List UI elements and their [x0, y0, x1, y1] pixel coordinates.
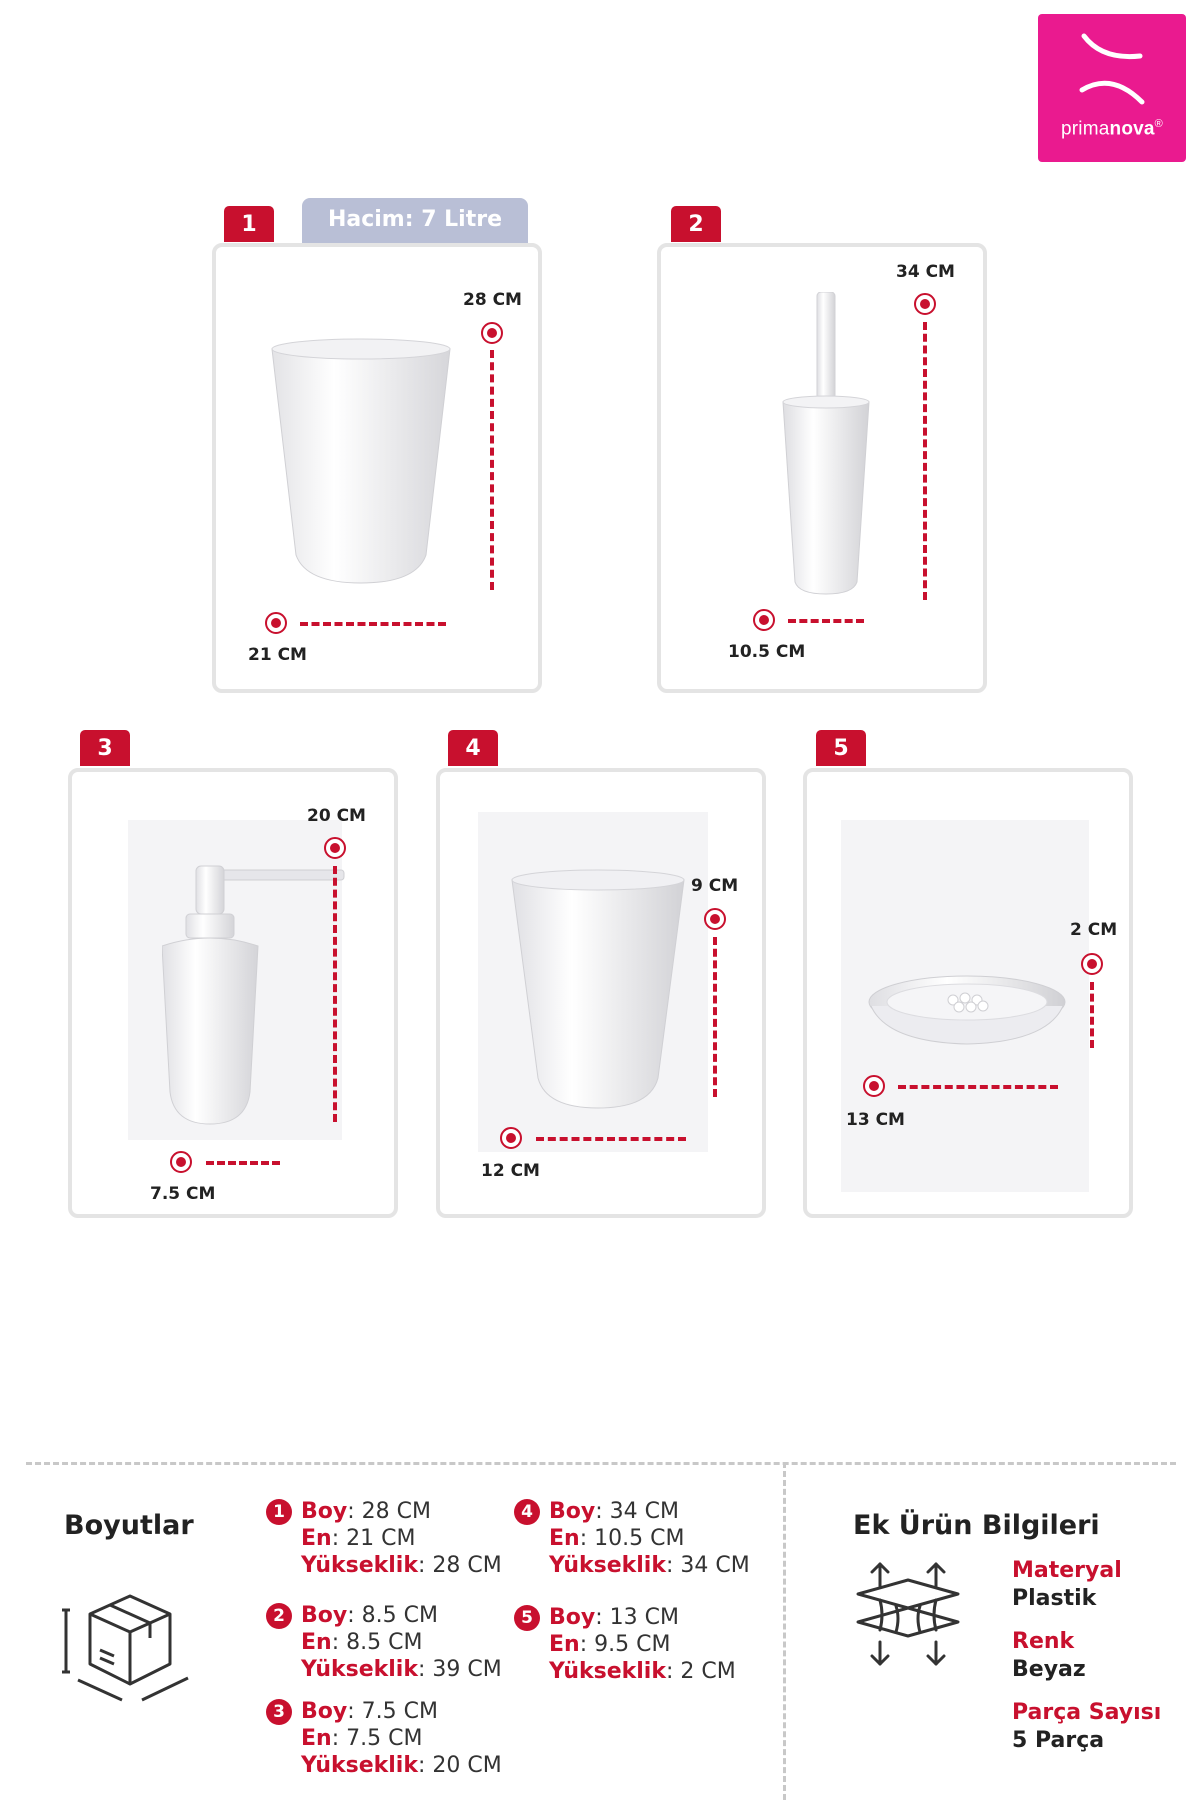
volume-badge: Hacim: 7 Litre	[302, 198, 528, 244]
product-panel-2	[657, 243, 987, 693]
color-value: Beyaz	[1012, 1657, 1086, 1682]
width-label-2: 10.5 CM	[728, 642, 806, 662]
marker-icon	[324, 837, 346, 859]
spec-block-3: Boy: 7.5 CM En: 7.5 CM Yükseklik: 20 CM	[301, 1699, 502, 1778]
spec-block-5: Boy: 13 CM En: 9.5 CM Yükseklik: 2 CM	[549, 1605, 736, 1684]
width-label-4: 12 CM	[481, 1161, 540, 1181]
spec-badge-5: 5	[514, 1605, 540, 1631]
spec-block-2: Boy: 8.5 CM En: 8.5 CM Yükseklik: 39 CM	[301, 1603, 502, 1682]
extra-info-title: Ek Ürün Bilgileri	[853, 1510, 1100, 1541]
height-label-3: 20 CM	[307, 806, 366, 826]
width-dash-line	[206, 1161, 280, 1165]
marker-icon	[704, 908, 726, 930]
width-dash-line	[788, 619, 864, 623]
trash-bin-image	[266, 335, 456, 595]
height-label-1: 28 CM	[463, 290, 522, 310]
material-value: Plastik	[1012, 1586, 1097, 1611]
spec-badge-2: 2	[266, 1603, 292, 1629]
height-label-2: 34 CM	[896, 262, 955, 282]
spec-badge-4: 4	[514, 1499, 540, 1525]
section-divider	[26, 1462, 1176, 1465]
height-dash-line	[923, 322, 927, 600]
marker-icon	[863, 1075, 885, 1097]
color-label: Renk	[1012, 1629, 1075, 1654]
width-dash-line	[898, 1085, 1058, 1089]
product-panel-3	[68, 768, 398, 1218]
pieces-label: Parça Sayısı	[1012, 1700, 1162, 1725]
spec-block-4: Boy: 34 CM En: 10.5 CM Yükseklik: 34 CM	[549, 1499, 750, 1578]
spec-badge-1: 1	[266, 1499, 292, 1525]
height-label-5: 2 CM	[1070, 920, 1118, 940]
width-dash-line	[300, 622, 446, 626]
extra-info-list	[1012, 1558, 1161, 1753]
toilet-brush-image	[771, 292, 881, 602]
spec-badge-3: 3	[266, 1699, 292, 1725]
product-number-3: 3	[80, 730, 130, 766]
soap-dispenser-image	[162, 862, 362, 1132]
spec-block-1: Boy: 28 CM En: 21 CM Yükseklik: 28 CM	[301, 1499, 502, 1578]
brand-logo	[1038, 14, 1186, 162]
marker-icon	[481, 322, 503, 344]
marker-icon	[500, 1127, 522, 1149]
product-number-5: 5	[816, 730, 866, 766]
product-number-4: 4	[448, 730, 498, 766]
marker-icon	[1081, 953, 1103, 975]
product-panel-5	[803, 768, 1133, 1218]
brand-mark-icon	[1072, 30, 1152, 110]
dimensions-title: Boyutlar	[64, 1510, 194, 1541]
soap-dish-image	[867, 972, 1067, 1052]
marker-icon	[914, 293, 936, 315]
width-label-5: 13 CM	[846, 1110, 905, 1130]
toothbrush-cup-image	[508, 868, 688, 1118]
material-layers-icon	[850, 1560, 966, 1670]
marker-icon	[753, 609, 775, 631]
marker-icon	[170, 1151, 192, 1173]
product-number-1: 1	[224, 206, 274, 242]
height-label-4: 9 CM	[691, 876, 739, 896]
height-dash-line	[490, 350, 494, 590]
brand-name: primanova®	[1061, 117, 1163, 139]
box-dimensions-icon	[60, 1584, 196, 1704]
product-number-2: 2	[671, 206, 721, 242]
pieces-value: 5 Parça	[1012, 1728, 1105, 1753]
height-dash-line	[713, 937, 717, 1097]
material-label: Materyal	[1012, 1558, 1122, 1583]
height-dash-line	[333, 866, 337, 1122]
marker-icon	[265, 612, 287, 634]
width-label-1: 21 CM	[248, 645, 307, 665]
height-dash-line	[1090, 982, 1094, 1048]
column-divider	[783, 1462, 786, 1800]
width-dash-line	[536, 1137, 686, 1141]
width-label-3: 7.5 CM	[150, 1184, 216, 1204]
